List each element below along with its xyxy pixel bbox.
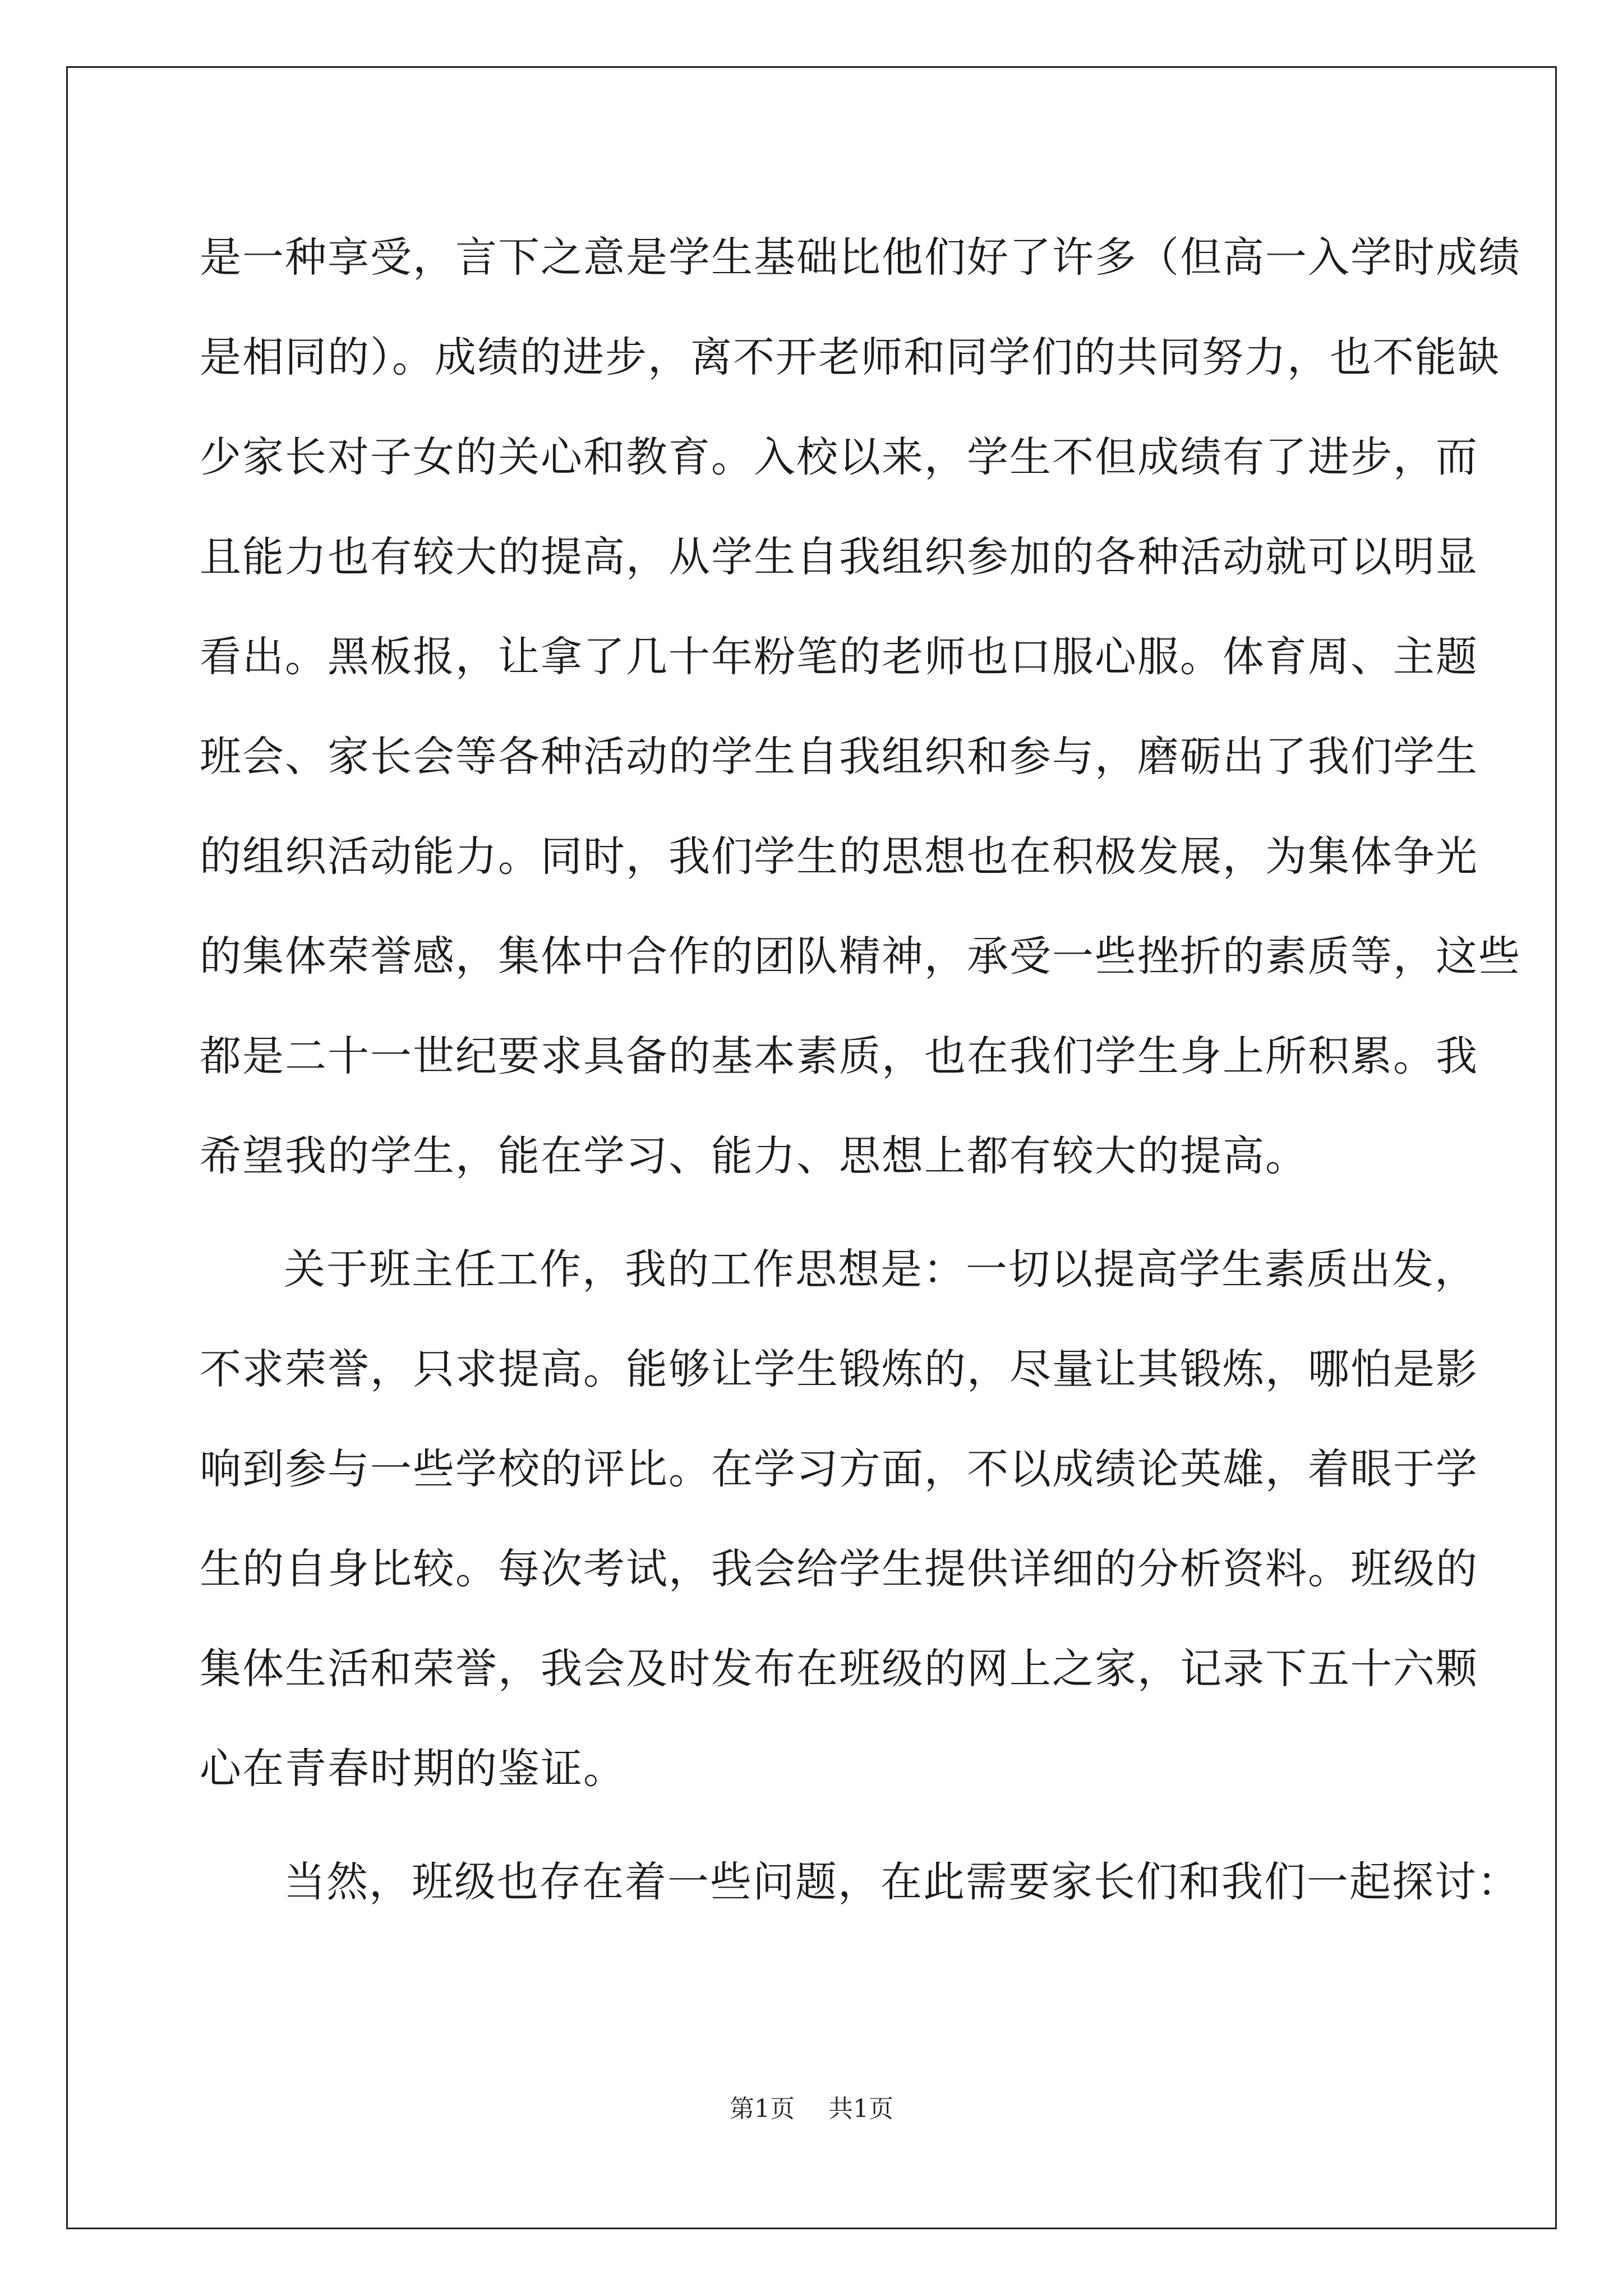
page-footer	[0, 2092, 1623, 2126]
text-line: 都是二十一世纪要求具备的基本素质，也在我们学生身上所积累。我	[200, 1032, 1478, 1080]
text-line: 不求荣誉，只求提高。能够让学生锻炼的，尽量让其锻炼，哪怕是影	[200, 1345, 1478, 1393]
text-line: 的组织活动能力。同时，我们学生的思想也在积极发展，为集体争光	[200, 832, 1478, 881]
page-number-current: 第1页	[730, 2095, 795, 2123]
document-body	[200, 208, 1521, 1932]
text-line: 响到参与一些学校的评比。在学习方面，不以成绩论英雄，着眼于学	[200, 1445, 1478, 1493]
text-line: 是相同的）。成绩的进步，离不开老师和同学们的共同努力，也不能缺	[200, 333, 1500, 381]
text-line: 关于班主任工作，我的工作思想是：一切以提高学生素质出发，	[284, 1245, 1477, 1294]
text-line: 是一种享受，言下之意是学生基础比他们好了许多（但高一入学时成绩	[200, 233, 1521, 282]
text-line: 且能力也有较大的提高，从学生自我组织参加的各种活动就可以明显	[200, 533, 1478, 581]
text-line: 生的自身比较。每次考试，我会给学生提供详细的分析资料。班级的	[200, 1545, 1478, 1593]
text-line: 集体生活和荣誉，我会及时发布在班级的网上之家，记录下五十六颗	[200, 1645, 1478, 1693]
page-number-total: 共1页	[828, 2095, 893, 2123]
text-line: 心在青春时期的鉴证。	[200, 1745, 626, 1793]
text-line: 的集体荣誉感，集体中合作的团队精神，承受一些挫折的素质等，这些	[200, 932, 1521, 981]
text-line: 班会、家长会等各种活动的学生自我组织和参与，磨砺出了我们学生	[200, 733, 1478, 781]
text-line: 看出。黑板报，让拿了几十年粉笔的老师也口服心服。体育周、主题	[200, 633, 1478, 681]
text-line: 希望我的学生，能在学习、能力、思想上都有较大的提高。	[200, 1132, 1308, 1180]
text-line: 少家长对子女的关心和教育。入校以来，学生不但成绩有了进步，而	[200, 433, 1478, 481]
text-line: 当然，班级也存在着一些问题，在此需要家长们和我们一起探讨：	[284, 1858, 1520, 1906]
